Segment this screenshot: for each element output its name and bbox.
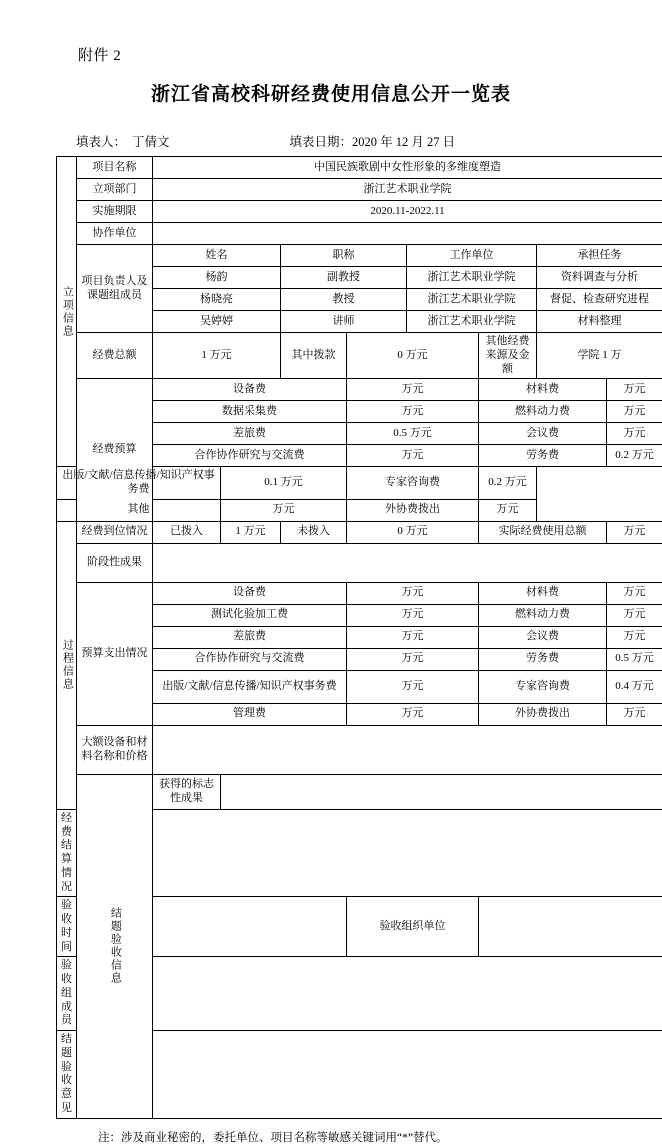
- period-label: 实施期限: [77, 201, 153, 223]
- expense-item-value: 万元: [607, 703, 662, 725]
- budget-item-value: 0.2 万元: [479, 467, 537, 500]
- table-row: [57, 157, 662, 179]
- budget-item-name: 数据采集费: [153, 401, 347, 423]
- settlement-label: 经费结算情况: [57, 809, 77, 897]
- member-unit: 浙江艺术职业学院: [407, 311, 537, 333]
- budget-item-name: 外协费拨出: [347, 499, 479, 521]
- table-row: [57, 467, 662, 500]
- expense-item-value: 万元: [607, 582, 662, 604]
- accept-time-value: [153, 897, 347, 957]
- period-value: 2020.11-2022.11: [153, 201, 662, 223]
- dept-label: 立项部门: [77, 179, 153, 201]
- budget-item-name: 专家咨询费: [347, 467, 479, 500]
- expense-item-name: 合作协作研究与交流费: [153, 648, 347, 670]
- budget-item-name: 差旅费: [153, 423, 347, 445]
- partner-value: [153, 223, 662, 245]
- table-row: [57, 543, 662, 582]
- budget-item-name: 燃料动力费: [479, 401, 607, 423]
- accept-opinion-value: [153, 1031, 662, 1119]
- arrival-allocated-label: 已拨入: [153, 521, 221, 543]
- expense-item-value: 万元: [607, 626, 662, 648]
- table-row: [57, 499, 662, 521]
- member-header-title: 职称: [281, 245, 407, 267]
- arrival-label: 经费到位情况: [77, 521, 153, 543]
- dept-value: 浙江艺术职业学院: [153, 179, 662, 201]
- table-row: [57, 245, 662, 267]
- filler-label: 填表人：: [76, 132, 126, 150]
- accept-org-value: [479, 897, 662, 957]
- table-row: [57, 774, 662, 809]
- arrival-actual-value: 万元: [607, 521, 662, 543]
- expense-item-name: 材料费: [479, 582, 607, 604]
- landmark-label: 获得的标志性成果: [153, 774, 221, 809]
- expense-item-value: 万元: [347, 648, 479, 670]
- partner-label: 协作单位: [77, 223, 153, 245]
- budget-item-value: 万元: [607, 379, 662, 401]
- expense-item-value: 万元: [347, 582, 479, 604]
- table-row: [57, 179, 662, 201]
- expense-item-name: 劳务费: [479, 648, 607, 670]
- accept-org-label: 验收组织单位: [347, 897, 479, 957]
- member-task: 督促、检查研究进程: [537, 289, 662, 311]
- arrival-unallocated-label: 未拨入: [281, 521, 347, 543]
- expense-item-name: 专家咨询费: [479, 670, 607, 703]
- table-row: [57, 223, 662, 245]
- settlement-value: [153, 809, 662, 897]
- arrival-unallocated-value: 0 万元: [347, 521, 479, 543]
- filler-name: 丁倩文: [126, 132, 170, 150]
- budget-item-name: 出版/文献/信息传播/知识产权事务费: [57, 467, 221, 500]
- stage-result-value: [153, 543, 662, 582]
- funding-allocation-label: 其中拨款: [281, 333, 347, 379]
- page-title: 浙江省高校科研经费使用信息公开一览表: [56, 79, 606, 106]
- project-name-value: 中国民族歌剧中女性形象的多维度塑造: [153, 157, 662, 179]
- budget-item-name: 其他: [57, 499, 221, 521]
- table-row: [57, 521, 662, 543]
- info-table: [56, 156, 662, 1119]
- arrival-actual-label: 实际经费使用总额: [479, 521, 607, 543]
- expense-item-value: 万元: [347, 670, 479, 703]
- table-row: [57, 379, 662, 401]
- footer-note: 注：涉及商业秘密的，委托单位、项目名称等敏感关键词用“*”替代。: [56, 1129, 606, 1145]
- member-task: 资料调查与分析: [537, 267, 662, 289]
- expense-item-value: 万元: [347, 703, 479, 725]
- budget-item-value: 0.1 万元: [221, 467, 347, 500]
- budget-item-value: 万元: [479, 499, 537, 521]
- member-title: 讲师: [281, 311, 407, 333]
- large-equipment-value: [153, 725, 662, 774]
- member-header-task: 承担任务: [537, 245, 662, 267]
- budget-label: 经费预算: [77, 379, 153, 522]
- budget-item-value: 万元: [607, 401, 662, 423]
- table-row: [57, 582, 662, 604]
- budget-item-value: 万元: [221, 499, 347, 521]
- budget-item-value: 万元: [347, 401, 479, 423]
- member-header-unit: 工作单位: [407, 245, 537, 267]
- budget-item-name: 劳务费: [479, 445, 607, 467]
- arrival-allocated-value: 1 万元: [221, 521, 281, 543]
- budget-item-name: 材料费: [479, 379, 607, 401]
- member-unit: 浙江艺术职业学院: [407, 267, 537, 289]
- budget-item-value: 万元: [347, 445, 479, 467]
- budget-item-value: 万元: [607, 423, 662, 445]
- budget-item-value: 万元: [347, 379, 479, 401]
- project-name-label: 项目名称: [77, 157, 153, 179]
- stage-result-label: 阶段性成果: [77, 543, 153, 582]
- expense-label: 预算支出情况: [77, 582, 153, 725]
- expense-item-value: 0.4 万元: [607, 670, 662, 703]
- section-process-label: 过程信息: [57, 521, 77, 809]
- accept-members-value: [153, 957, 662, 1031]
- funding-other-label: 其他经费来源及金额: [479, 333, 537, 379]
- accept-time-label: 验收时间: [57, 897, 77, 957]
- member-name: 吴婷婷: [153, 311, 281, 333]
- member-title: 副教授: [281, 267, 407, 289]
- attachment-label: 附件 2: [78, 44, 606, 65]
- funding-total-value: 1 万元: [153, 333, 281, 379]
- table-row: [57, 725, 662, 774]
- members-label: 项目负责人及课题组成员: [77, 245, 153, 333]
- expense-item-name: 设备费: [153, 582, 347, 604]
- table-row: [57, 333, 662, 379]
- expense-item-value: 万元: [347, 604, 479, 626]
- expense-item-name: 出版/文献/信息传播/知识产权事务费: [153, 670, 347, 703]
- funding-allocation-value: 0 万元: [347, 333, 479, 379]
- meta-spacer: [170, 132, 290, 150]
- section-conclude-label: 结题验收信息: [77, 774, 153, 1118]
- expense-item-name: 外协费拨出: [479, 703, 607, 725]
- budget-item-name: 会议费: [479, 423, 607, 445]
- member-name: 杨晓亮: [153, 289, 281, 311]
- budget-item-value: 0.2 万元: [607, 445, 662, 467]
- funding-total-label: 经费总额: [77, 333, 153, 379]
- expense-item-name: 差旅费: [153, 626, 347, 648]
- expense-item-name: 会议费: [479, 626, 607, 648]
- expense-item-value: 万元: [347, 626, 479, 648]
- expense-item-name: 管理费: [153, 703, 347, 725]
- large-equipment-label: 大额设备和材料名称和价格: [77, 725, 153, 774]
- date-value: 2020 年 12 月 27 日: [352, 132, 455, 150]
- budget-item-value: 0.5 万元: [347, 423, 479, 445]
- accept-members-label: 验收组成员: [57, 957, 77, 1031]
- landmark-value: [221, 774, 662, 809]
- expense-item-name: 测试化验加工费: [153, 604, 347, 626]
- date-label: 填表日期：: [290, 132, 353, 150]
- table-row: [57, 201, 662, 223]
- member-name: 杨韵: [153, 267, 281, 289]
- funding-other-value: 学院 1 万: [537, 333, 662, 379]
- budget-item-name: 合作协作研究与交流费: [153, 445, 347, 467]
- member-title: 教授: [281, 289, 407, 311]
- expense-item-name: 燃料动力费: [479, 604, 607, 626]
- meta-row: [56, 132, 606, 150]
- expense-item-value: 0.5 万元: [607, 648, 662, 670]
- expense-item-value: 万元: [607, 604, 662, 626]
- budget-item-name: 设备费: [153, 379, 347, 401]
- member-unit: 浙江艺术职业学院: [407, 289, 537, 311]
- accept-opinion-label: 结题验收意见: [57, 1031, 77, 1119]
- section-establish-label: 立项信息: [57, 157, 77, 467]
- member-header-name: 姓名: [153, 245, 281, 267]
- member-task: 材料整理: [537, 311, 662, 333]
